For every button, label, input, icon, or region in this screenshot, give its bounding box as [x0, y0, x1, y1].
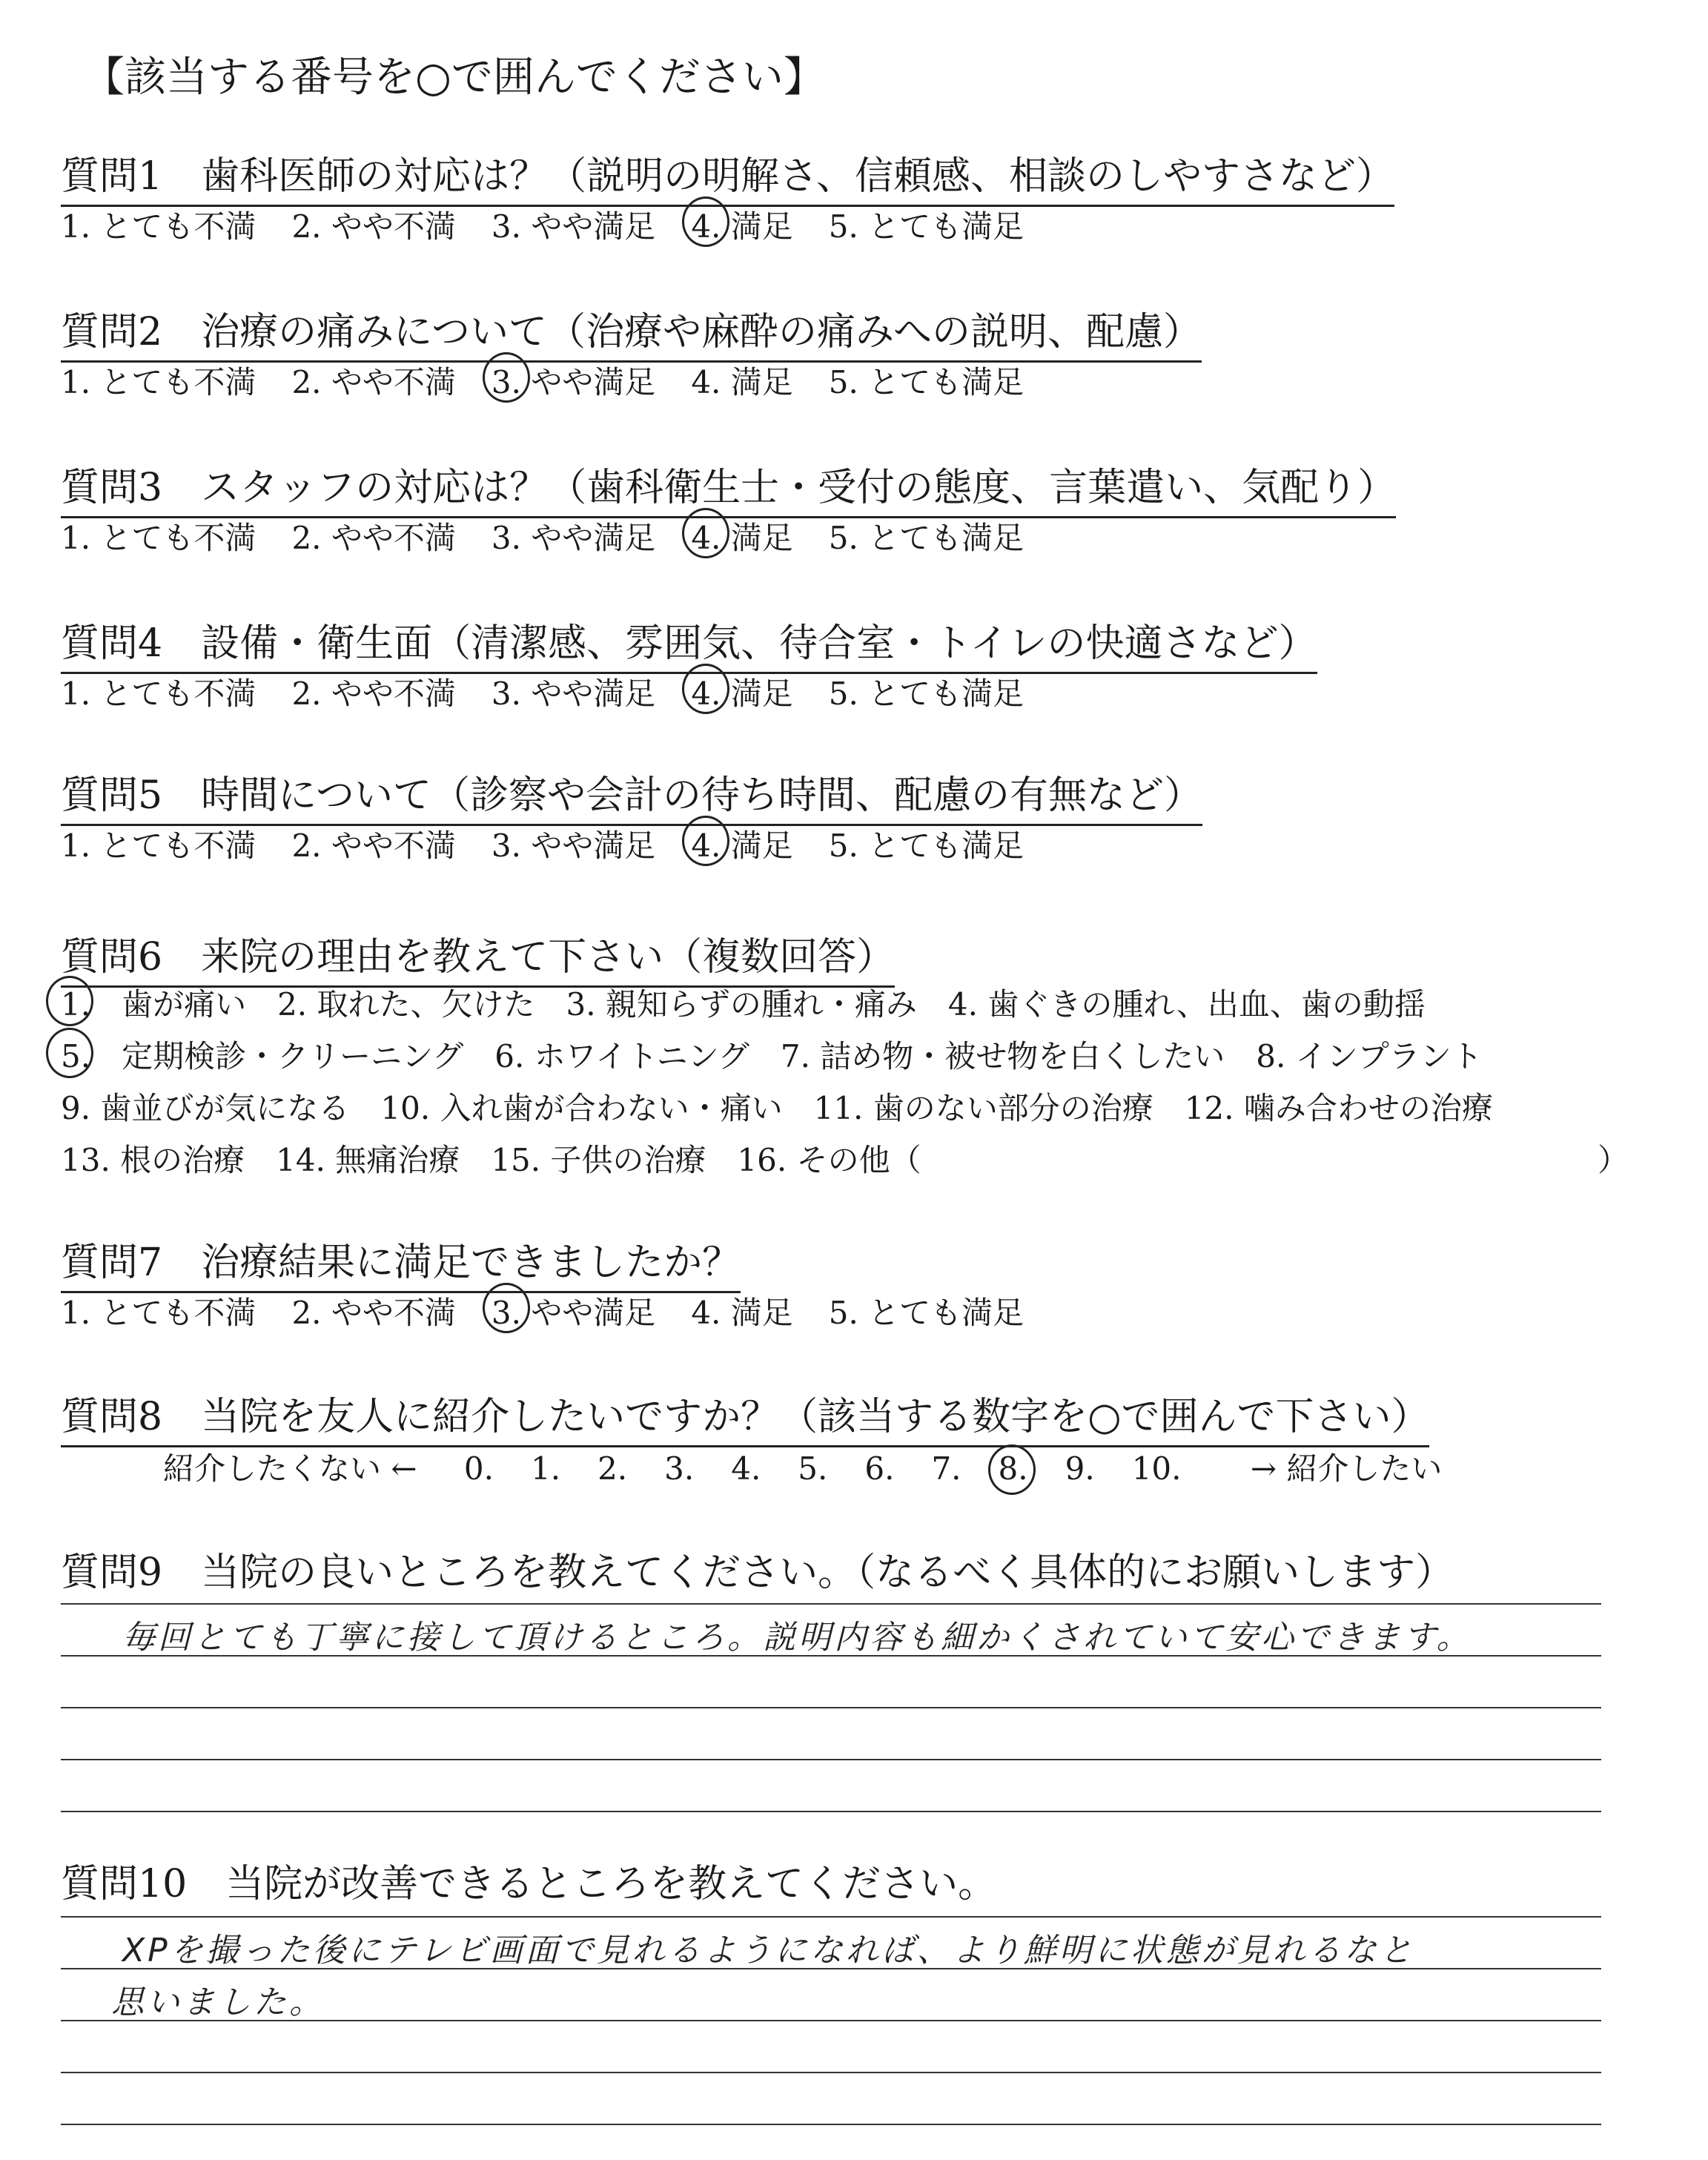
scale-number: 0. — [463, 1450, 494, 1487]
rating-option: 4. 満足 — [691, 1295, 793, 1331]
selected-circle — [483, 352, 530, 403]
q10-rule-4 — [61, 2072, 1601, 2073]
q10-answer-line-1: XPを撮った後にテレビ画面で見れるようになれば、より鮮明に状態が見れるなと — [122, 1932, 1415, 1969]
scale-number: 8. — [999, 1450, 1028, 1487]
selected-circle — [682, 664, 729, 714]
q10-rule-5 — [61, 2124, 1601, 2125]
rating-option: 4. 満足 — [691, 364, 793, 400]
rating-option: 4. 満足 — [691, 514, 792, 558]
rating-option: 1. とても不満 — [61, 520, 256, 556]
selected-circle — [682, 196, 729, 247]
q10-rule-1 — [61, 1916, 1601, 1918]
q9-answer-line-1: 毎回とても丁寧に接して頂けるところ。説明内容も細かくされていて安心できます。 — [122, 1619, 1472, 1657]
q6-other-close-paren: ） — [1598, 1142, 1629, 1178]
rating-option: 5. とても満足 — [828, 828, 1025, 864]
rating-option: 5. とても満足 — [828, 1295, 1025, 1331]
selected-circle — [988, 1444, 1036, 1495]
rating-option: 2. やや不満 — [291, 828, 456, 864]
rating-option: 1. とても不満 — [61, 208, 256, 245]
q9-rule-4 — [61, 1759, 1601, 1760]
rating-option: 1. とても不満 — [61, 828, 256, 864]
q9-rule-3 — [61, 1707, 1601, 1708]
scale-number: 9. — [1065, 1450, 1095, 1487]
q5-options — [61, 822, 1059, 866]
q7-options — [61, 1289, 1059, 1333]
rating-option: 3. やや満足 — [491, 358, 655, 403]
q6-title: 質問6 来院の理由を教えて下さい（複数回答） — [61, 925, 895, 988]
scale-number: 6. — [864, 1450, 895, 1487]
rating-option: 4. 満足 — [691, 670, 792, 714]
q6-line-4: 13. 根の治療 14. 無痛治療 15. 子供の治療 16. その他（ — [61, 1142, 921, 1178]
rating-option: 1. とても不満 — [61, 676, 256, 712]
rating-option: 2. やや不満 — [291, 364, 456, 400]
q9-rule-1 — [61, 1603, 1601, 1605]
rating-option: 3. やや満足 — [491, 828, 656, 864]
rating-option: 4. 満足 — [691, 822, 792, 866]
rating-option: 3. やや満足 — [491, 1289, 655, 1333]
scale-number: 10. — [1131, 1450, 1182, 1487]
q2-options — [61, 358, 1059, 403]
rating-option: 3. やや満足 — [491, 208, 656, 245]
selected-circle — [682, 816, 729, 866]
rating-option: 2. やや不満 — [291, 1295, 456, 1331]
scale-number: 3. — [664, 1450, 695, 1487]
q10-title: 質問10 当院が改善できるところを教えてください。 — [61, 1862, 997, 1906]
selected-circle — [483, 1283, 530, 1333]
rating-option: 5. とても満足 — [828, 676, 1025, 712]
rating-option: 2. やや不満 — [291, 676, 456, 712]
q10-answer-line-2: 思いました。 — [111, 1984, 325, 2021]
q6-line-2: 5. 定期検診・クリーニング 6. ホワイトニング 7. 詰め物・被せ物を白くしたい 8. インプラント — [61, 1038, 1483, 1074]
selected-circle — [682, 508, 729, 558]
rating-option: 4. 満足 — [691, 202, 792, 247]
scale-number: 7. — [931, 1450, 961, 1487]
rating-option: 5. とても満足 — [828, 364, 1025, 400]
scale-number: 2. — [598, 1450, 628, 1487]
q6-line-1: 1. 歯が痛い 2. 取れた、欠けた 3. 親知らずの腫れ・痛み 4. 歯ぐきの腫れ、出血、歯の動揺 — [61, 986, 1426, 1023]
q6-selected-circle-5 — [46, 1028, 93, 1078]
q10-rule-3 — [61, 2020, 1601, 2021]
q3-options — [61, 514, 1059, 558]
q10-rule-2 — [61, 1968, 1601, 1969]
q8-scale-numbers — [464, 1450, 1219, 1487]
scale-number: 5. — [798, 1450, 828, 1487]
rating-option: 2. やや不満 — [291, 520, 456, 556]
q6-line-3: 9. 歯並びが気になる 10. 入れ歯が合わない・痛い 11. 歯のない部分の治療 12. 噛み合わせの治療 — [61, 1090, 1493, 1126]
rating-option: 5. とても満足 — [828, 520, 1025, 556]
q9-rule-2 — [61, 1655, 1601, 1657]
q8-title: 質問8 当院を友人に紹介したいですか？（該当する数字を○で囲んで下さい） — [61, 1385, 1429, 1447]
scale-number: 1. — [530, 1450, 561, 1487]
q8-right-label: → 紹介したい — [1250, 1450, 1443, 1487]
rating-option: 1. とても不満 — [61, 1295, 256, 1331]
rating-option: 1. とても不満 — [61, 364, 256, 400]
rating-option: 3. やや満足 — [491, 520, 656, 556]
q2-title: 質問2 治療の痛みについて（治療や麻酔の痛みへの説明、配慮） — [61, 300, 1202, 363]
q9-title: 質問9 当院の良いところを教えてください。（なるべく具体的にお願いします） — [61, 1550, 1454, 1595]
q9-rule-5 — [61, 1811, 1601, 1812]
q3-title: 質問3 スタッフの対応は？（歯科衛生士・受付の態度、言葉遣い、気配り） — [61, 456, 1396, 518]
q8-left-label: 紹介したくない ← — [163, 1450, 417, 1487]
q8-scale — [163, 1444, 1442, 1489]
q4-options — [61, 670, 1059, 714]
q1-title: 質問1 歯科医師の対応は？（説明の明解さ、信頼感、相談のしやすさなど） — [61, 145, 1394, 207]
q4-title: 質問4 設備・衛生面（清潔感、雰囲気、待合室・トイレの快適さなど） — [61, 612, 1317, 674]
page-header: 【該当する番号を○で囲んでください】 — [83, 53, 825, 102]
q1-options — [61, 202, 1059, 247]
rating-option: 2. やや不満 — [291, 208, 456, 245]
scale-number: 4. — [731, 1450, 761, 1487]
q5-title: 質問5 時間について（診察や会計の待ち時間、配慮の有無など） — [61, 764, 1202, 826]
rating-option: 5. とても満足 — [828, 208, 1025, 245]
q6-selected-circle-1 — [46, 976, 93, 1026]
q7-title: 質問7 治療結果に満足できましたか？ — [61, 1231, 741, 1293]
rating-option: 3. やや満足 — [491, 676, 656, 712]
